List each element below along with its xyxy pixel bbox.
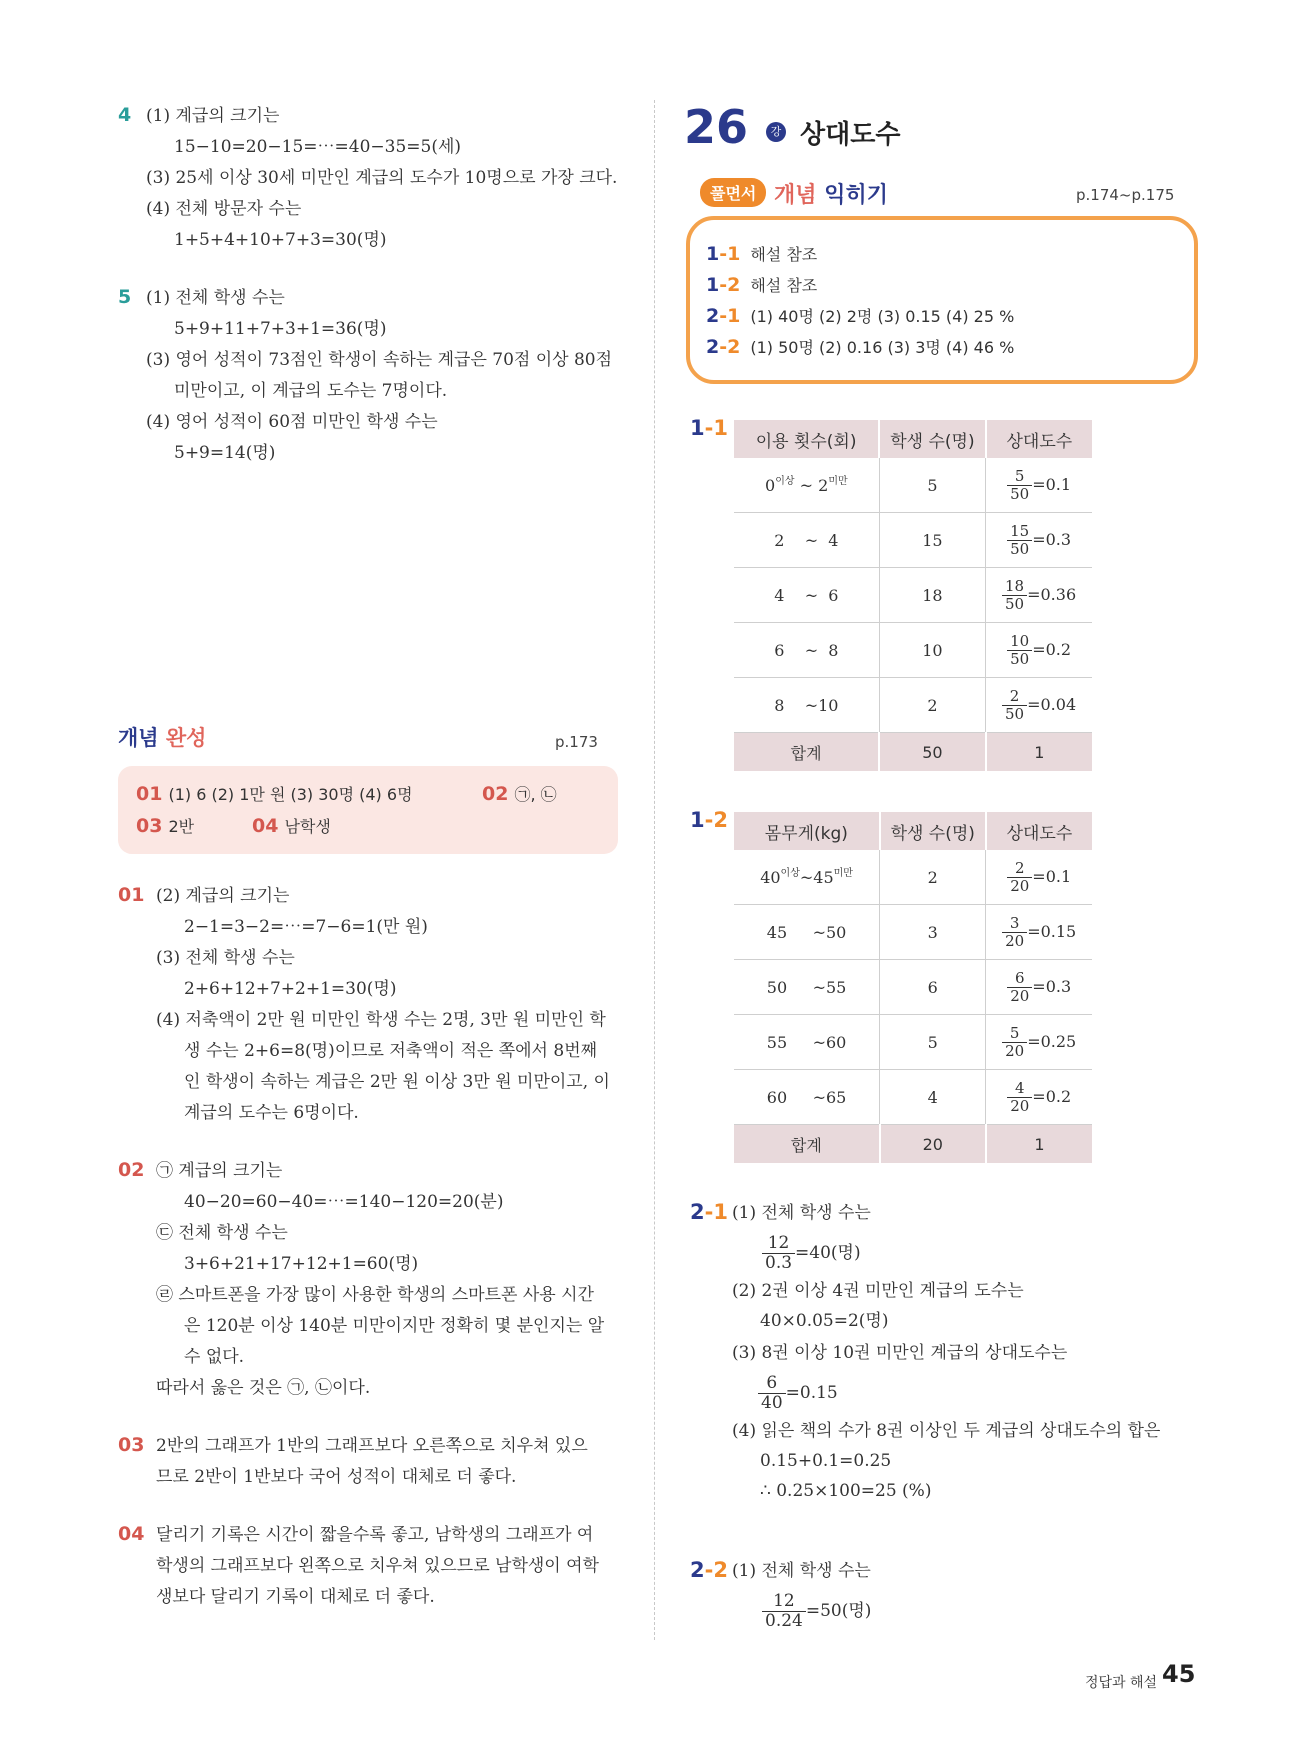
practice-tag-pill: 풀면서 [700, 178, 766, 207]
s02-line-7: 수 없다. [184, 1347, 245, 1367]
s04-line-1: 04 달리기 기록은 시간이 짧을수록 좋고, 남학생의 그래프가 여 [118, 1523, 594, 1545]
answer-01: 01 (1) 6 (2) 1만 원 (3) 30명 (4) 6명 [136, 783, 413, 805]
q5-line-5: (4) 영어 성적이 60점 미만인 학생 수는 [146, 412, 438, 432]
s02-line-3: ㉢ 전체 학생 수는 [156, 1223, 288, 1243]
s01-line-3: (3) 전체 학생 수는 [156, 948, 295, 968]
kaenyeom-answer-box [118, 766, 618, 854]
s04-line-2: 학생의 그래프보다 왼쪽으로 치우쳐 있으므로 남학생이 여학 [156, 1556, 599, 1576]
q5-line-6: 5+9=14(명) [174, 443, 276, 463]
s21-line-4: (3) 8권 이상 10권 미만인 계급의 상대도수는 [732, 1343, 1068, 1363]
table-row: $40^{이상}\sim 45^{미만}$ 2 $\frac{2}{20}$ =0.1 [734, 850, 1092, 905]
header-frequency: 학생 수(명) [879, 420, 985, 458]
q5-number: 5 [118, 286, 132, 308]
answer-1-2: 1-2 해설 참조 [706, 274, 818, 296]
table-total-row: 합계 50 1 [734, 733, 1092, 772]
q4-line-5: 1+5+4+10+7+3=30(명) [174, 230, 387, 250]
s22-line-1: (1) 전체 학생 수는 [732, 1561, 871, 1581]
s02-line-8: 따라서 옳은 것은 ㉠, ㉡이다. [156, 1378, 371, 1398]
answer-04: 04 남학생 [252, 815, 331, 837]
header-relative: 상대도수 [986, 420, 1092, 458]
table-row: 6 ~ 8 10 $\frac{10}{50}$ =0.2 [734, 623, 1092, 678]
table-row: $0^{이상}$ ~ $2^{미만}$ 5 $\frac{5}{50}$ =0.1 [734, 458, 1092, 513]
q4-line-4: (4) 전체 방문자 수는 [146, 199, 302, 219]
header-class: 이용 횟수(회) [734, 420, 879, 458]
lesson-badge: 강 [766, 122, 786, 142]
solutions-left [118, 880, 618, 1613]
left-column [118, 100, 618, 469]
s02-line-6: 은 120분 이상 140분 미만이지만 정확히 몇 분인지는 알 [184, 1316, 605, 1336]
s03-line-1: 03 2반의 그래프가 1반의 그래프보다 오른쪽으로 치우쳐 있으 [118, 1434, 588, 1456]
q5-line-1: 5 (1) 전체 학생 수는 [118, 282, 618, 314]
s01-line-4: 2+6+12+7+2+1=30(명) [184, 979, 397, 999]
header-class: 몸무게(kg) [734, 812, 880, 850]
frequency-table-1-2 [734, 812, 1092, 1163]
table-row: 55 ~60 5 $\frac{5}{20}$ =0.25 [734, 1015, 1092, 1070]
answer-02: 02 ㉠, ㉡ [482, 783, 557, 805]
s02-line-4: 3+6+21+17+12+1=60(명) [184, 1254, 419, 1274]
footer-label: 정답과 해설 [1085, 1675, 1158, 1691]
s21-line-2: (2) 2권 이상 4권 미만인 계급의 도수는 [732, 1281, 1024, 1301]
lesson-number: 26 [684, 100, 749, 154]
table-row: 50 ~55 6 $\frac{6}{20}$ =0.3 [734, 960, 1092, 1015]
kaenyeom-page-ref: p.173 [555, 733, 598, 751]
practice-title: 개념 익히기 [774, 183, 888, 208]
table-total-row: 합계 20 1 [734, 1125, 1092, 1164]
s21-fraction-1: $\frac{12}{0.3}$ =40(명) [762, 1234, 861, 1273]
s21-line-3: 40×0.05=2(명) [760, 1311, 889, 1331]
practice-page-ref: p.174~p.175 [1076, 186, 1175, 204]
column-divider [654, 100, 655, 1640]
s04-line-3: 생보다 달리기 기록이 대체로 더 좋다. [156, 1587, 435, 1607]
s02-line-2: 40−20=60−40=⋯=140−120=20(분) [184, 1192, 504, 1212]
table-row: 60 ~65 4 $\frac{4}{20}$ =0.2 [734, 1070, 1092, 1125]
answer-2-2: 2-2 (1) 50명 (2) 0.16 (3) 3명 (4) 46 % [706, 336, 1015, 358]
s02-line-1: 02 ㉠ 계급의 크기는 [118, 1159, 283, 1181]
table-row: 8 ~10 2 $\frac{2}{50}$ =0.04 [734, 678, 1092, 733]
answer-1-1: 1-1 해설 참조 [706, 243, 818, 265]
table-header-row [734, 812, 1092, 850]
q4-line-3: (3) 25세 이상 30세 미만인 계급의 도수가 10명으로 가장 크다. [146, 168, 618, 188]
q4-number: 4 [118, 104, 132, 126]
s21-line-1: (1) 전체 학생 수는 [732, 1203, 871, 1223]
s01-line-1: 01 (2) 계급의 크기는 [118, 884, 290, 906]
s21-line-7: ∴ 0.25×100=25 (%) [760, 1481, 932, 1501]
page-number: 45 [1162, 1660, 1196, 1688]
s01-line-8: 계급의 도수는 6명이다. [184, 1103, 359, 1123]
solution-2-1-label: 2-1 [690, 1200, 728, 1224]
answer-2-1: 2-1 (1) 40명 (2) 2명 (3) 0.15 (4) 25 % [706, 305, 1015, 327]
answer-03: 03 2반 [136, 815, 195, 837]
s01-line-2: 2−1=3−2=⋯=7−6=1(만 원) [184, 917, 428, 937]
s21-line-6: 0.15+0.1=0.25 [760, 1451, 892, 1471]
table-header-row [734, 420, 1092, 458]
s01-line-5: (4) 저축액이 2만 원 미만인 학생 수는 2명, 3만 원 미만인 학 [156, 1010, 606, 1030]
s02-line-5: ㉣ 스마트폰을 가장 많이 사용한 학생의 스마트폰 사용 시간 [156, 1285, 594, 1305]
frequency-table-1-1 [734, 420, 1092, 771]
table-1-1-label: 1-1 [690, 416, 728, 440]
q5-line-4: 미만이고, 이 계급의 도수는 7명이다. [174, 381, 448, 401]
q4-line-1: 4 (1) 계급의 크기는 [118, 100, 618, 132]
solution-2-2-label: 2-2 [690, 1558, 728, 1582]
q4-line-2: 15−10=20−15=⋯=40−35=5(세) [174, 137, 462, 157]
s03-line-2: 므로 2반이 1반보다 국어 성적이 대체로 더 좋다. [156, 1467, 517, 1487]
s01-line-7: 인 학생이 속하는 계급은 2만 원 이상 3만 원 미만이고, 이 [184, 1072, 610, 1092]
kaenyeom-title: 개념 완성 [118, 726, 207, 750]
table-1-2-label: 1-2 [690, 808, 728, 832]
q5-line-2: 5+9+11+7+3+1=36(명) [174, 319, 387, 339]
s01-line-6: 생 수는 2+6=8(명)이므로 저축액이 적은 쪽에서 8번째 [184, 1041, 598, 1061]
table-row: 4 ~ 6 18 $\frac{18}{50}$ =0.36 [734, 568, 1092, 623]
s21-fraction-2: $\frac{6}{40}$ =0.15 [758, 1374, 838, 1413]
s21-line-5: (4) 읽은 책의 수가 8권 이상인 두 계급의 상대도수의 합은 [732, 1421, 1161, 1441]
header-relative: 상대도수 [986, 812, 1092, 850]
header-frequency: 학생 수(명) [880, 812, 986, 850]
lesson-title: 상대도수 [800, 120, 901, 150]
q5-line-3: (3) 영어 성적이 73점인 학생이 속하는 계급은 70점 이상 80점 [146, 350, 613, 370]
s22-fraction-1: $\frac{12}{0.24}$ =50(명) [762, 1592, 871, 1631]
table-row: 2 ~ 4 15 $\frac{15}{50}$ =0.3 [734, 513, 1092, 568]
table-row: 45 ~50 3 $\frac{3}{20}$ =0.15 [734, 905, 1092, 960]
